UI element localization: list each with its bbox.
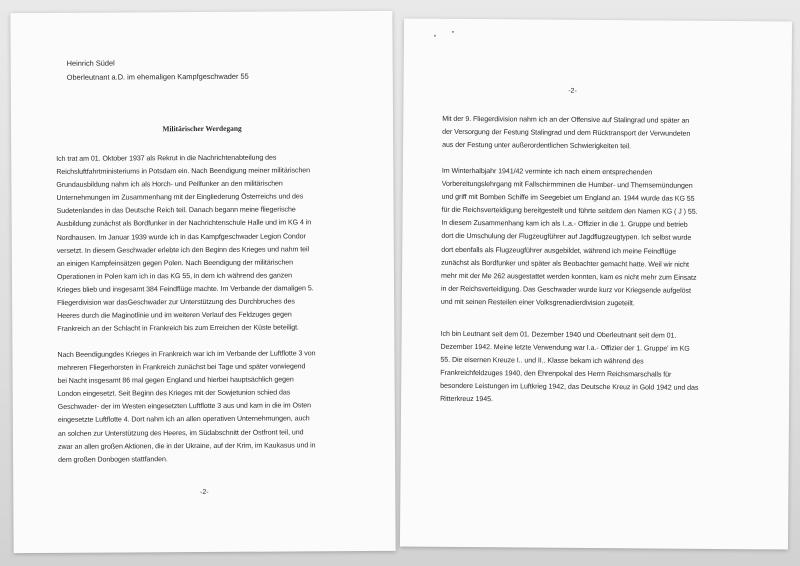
left-paragraph-2: Nach Beendigungdes Krieges in Frankreich war ich im Verbande der Luftflotte 3 von mehreren Fliegerhorsten in Frankreich zunächst bei Tage und später vorwiegend bei Nacht insgesamt 86 mal gegen England und hierbei hauptsächlich gegen London eingesetzt. Seit Beginn des Krieges mit der Sowjetunion schied das Geschwader- der im Westen eingesetzten Luftflotte 3 aus und kam in die im Osten eingesetzte Luftflotte 4. Dort nahm ich an allen operativen Unternehmungen, auch an solchen zur Unterstützung des Heeres, im Südabschnitt der Ostfront teil, und zwar an allen großen Aktionen, die in der Ukraine, auf der Krim, im Kaukasus und in dem großen Donbogen stattfanden. <box>57 350 316 464</box>
left-document-page <box>10 11 395 553</box>
right-document-page <box>400 18 792 549</box>
left-page-number: -2- <box>199 488 209 497</box>
paper-speck <box>452 31 454 33</box>
document-title: Militärischer Werdegang <box>162 123 242 134</box>
author-rank: Oberleutnant a.D. im ehemaligen Kampfgeschwader 55 <box>66 71 249 82</box>
right-page-number: -2- <box>568 87 577 95</box>
right-paragraph-3: Ich bin Leutnant seit dem 01. Dezember 1940 und Oberleutnant seit dem 01. Dezember 1942. Meine letzte Verwendung war I.a.- Offizier der 1. Gruppe' im KG 55. Die eisernen Kreuze I.. und II.. Klasse bekam ich während des Frankreichfeldzuges 1940, den Ehrenpokal des Herrn Reichsmarschalls für besondere Leistungen im Luftkrieg 1942, das Deutsche Kreuz in Gold 1942 und das Ritterkreuz 1945. <box>440 330 699 404</box>
author-name: Heinrich Südel <box>66 58 115 68</box>
paper-speck <box>434 35 436 37</box>
right-paragraph-2: Im Winterhalbjahr 1941/42 verminte ich nach einem entsprechenden Vorbereitungslehrgang mit Fallschirmminen die Humber- und Themsemündungen und griff mit Bomben Schiffe im Seegebiet um England an. 1944 wurde das KG 55 für die Reichsverteidigung bereitgestellt und führte seitdem den Namen KG ( J ) 55. In diesem Zusammenhang kam ich als I..a.- Offizier in die 1. Gruppe und betrieb dort die Umschulung der Flugzeugführer auf Jagdflugzeugtypen. Ich selbst wurde dort ebenfalls als Flugzeugführer ausgebildet, während ich meine Feindflüge zunächst als Bordfunker und später als Beobachter gemacht hatte. Weil wir nicht mehr mit der Me 262 ausgestattet werden konnten, kam es nicht mehr zum Einsatz in der Reichsverteidigung. Das Geschwader wurde kurz vor Kriegsende aufgelöst und mit seinen Resteilen einer Volksgrenadierdivision zugeteilt. <box>440 167 698 308</box>
left-paragraph-1: Ich trat am 01. Oktober 1937 als Rekrut in die Nachrichtenabteilung des Reichsluftfahrtministeriums in Potsdam ein. Nach Beendigung meiner militärischen Grundausbildung nahm ich als Horch- und Peilfunker an den militärischen Unternehmungen im Zusammenhang mit der Eingliederung Österreichs und des Sudetenlandes in das Deutsche Reich teil. Danach begann meine fliegerische Ausbildung zunächst als Bordfunker in der Nachrichtenschule Halle und im KG 4 in Nordhausen. Im Januar 1939 wurde ich in das Kampfgeschwader Legion Condor versetzt. In diesem Geschwader erlebte ich den Beginn des Krieges und nahm teil an einigen Kampfeinsätzen gegen Polen. Nach Beendigung der militärischen Operationen in Polen kam ich in das KG 55, in dem ich während des ganzen Krieges blieb und insgesamt 384 Feindflüge machte. Im Verbande der damaligen 5. Fliegerdivision war dasGeschwader zur Unterstützung des Durchbruches des Heeres durch die Maginotlinie und im weiteren Verlauf des Feldzuges gegen Frankreich an der Schlacht in Frankreich bis zum Erreichen der Küste beteiligt. <box>56 154 314 334</box>
right-paragraph-1: Mit der 9. Fliegerdivision nahm ich an der Offensive auf Stalingrad und später an der Versorgung der Festung Stalingrad und dem Rücktransport der Verwundeten aus der Festung unter außerordentlichen Schwierigkeiten teil. <box>442 115 691 151</box>
